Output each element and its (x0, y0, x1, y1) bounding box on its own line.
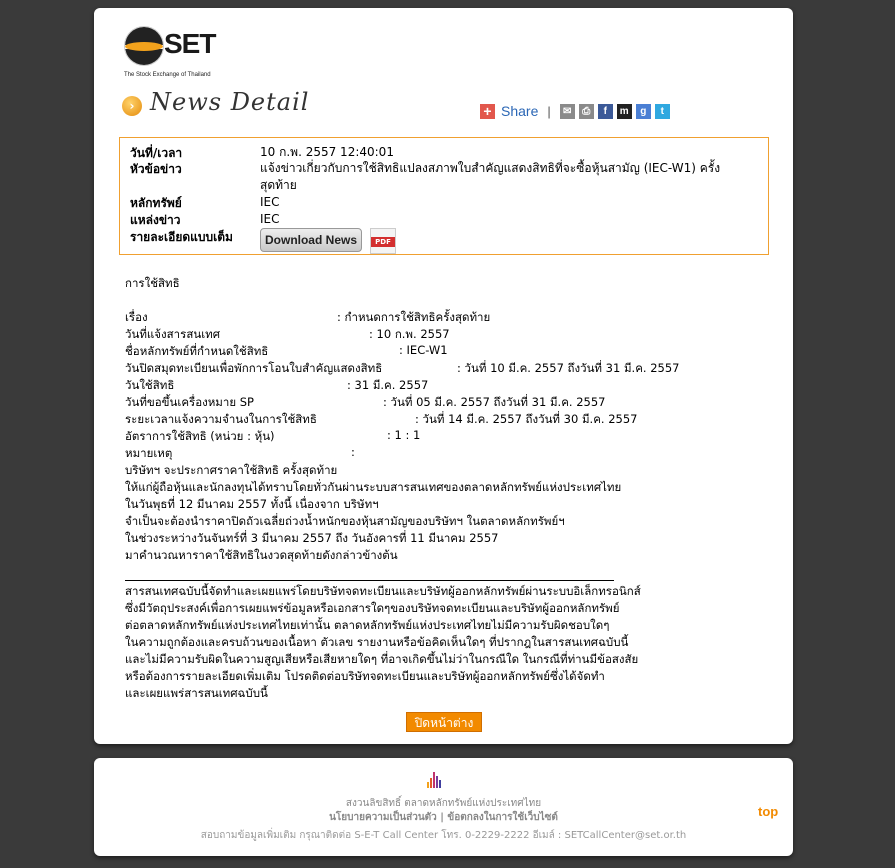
original-row (130, 228, 750, 252)
note-line: ในวันพุธที่ 12 มีนาคม 2557 ทั้งนี้ เนื่องจาก บริษัทฯ (125, 497, 379, 511)
note-line: ให้แก่ผู้ถือหุ้นและนักลงทุนได้ทราบโดยทั่วกันผ่านระบบสารสนเทศของตลาดหลักทรัพย์แห่งประเทศไทย (125, 480, 622, 494)
pdf-icon[interactable]: PDF (370, 228, 396, 254)
news-detail-card (94, 8, 793, 744)
email-icon[interactable]: ✉ (560, 104, 575, 119)
policy-links[interactable]: นโยบายความเป็นส่วนตัว | ข้อตกลงในการใช้เว็บไซต์ (329, 812, 558, 823)
headline-label: หัวข้อข่าว (130, 162, 182, 176)
share-link[interactable]: Share (501, 103, 539, 119)
datetime-label: วันที่/เวลา (130, 146, 183, 160)
detail-row: วันใช้สิทธิ : 31 มี.ค. 2557 (125, 378, 429, 392)
page-title: News Detail (150, 88, 310, 116)
note-line: มาคำนวณหาราคาใช้สิทธิในงวดสุดท้ายดังกล่าวข้างต้น (125, 548, 398, 562)
close-window-button[interactable]: ปิดหน้าต่าง (406, 712, 482, 732)
security-label: หลักทรัพย์ (130, 196, 182, 210)
detail-row: อัตราการใช้สิทธิ (หน่วย : หุ้น) : 1 : 1 (125, 428, 421, 443)
set-logo-mark-icon (124, 26, 164, 66)
original-label: รายละเอียดแบบเต็ม (130, 230, 233, 244)
logo-text: SET (164, 28, 216, 59)
share-separator: | (547, 103, 551, 119)
detail-row: ชื่อหลักทรัพย์ที่กำหนดใช้สิทธิ : IEC-W1 (125, 343, 448, 358)
note-line: จำเป็นจะต้องนำราคาปิดถัวเฉลี่ยถ่วงน้ำหนักของหุ้นสามัญของบริษัทฯ ในตลาดหลักทรัพย์ฯ (125, 514, 565, 528)
share-bar (480, 102, 674, 120)
datetime-value: 10 ก.พ. 2557 12:40:01 (260, 145, 394, 159)
twitter-icon[interactable]: t (655, 104, 670, 119)
security-value: IEC (260, 195, 280, 209)
news-info-box (119, 137, 769, 255)
facebook-icon[interactable]: f (598, 104, 613, 119)
headline-value: แจ้งข่าวเกี่ยวกับการใช้สิทธิแปลงสภาพใบสำคัญแสดงสิทธิที่จะซื้อหุ้นสามัญ (IEC-W1) ครั้งสุดท้าย (260, 161, 721, 192)
detail-row: หมายเหตุ : (125, 445, 355, 460)
copyright-text: สงวนลิขสิทธิ์ ตลาดหลักทรัพย์แห่งประเทศไทย (345, 798, 542, 809)
print-icon[interactable]: ⎙ (579, 104, 594, 119)
google-icon[interactable]: g (636, 104, 651, 119)
download-news-button[interactable]: Download News (260, 228, 362, 252)
body-heading: การใช้สิทธิ (125, 276, 180, 290)
disclaimer: สารสนเทศฉบับนี้จัดทำและเผยแพร่โดยบริษัทจดทะเบียนและบริษัทผู้ออกหลักทรัพย์ผ่านระบบอิเล็กทรอนิกส์ ซึ่งมีวัตถุประสงค์เพื่อการเผยแพร่ข้อมูลหรือเอกสารใดๆของบริษัทจดทะเบียนและบริษัทผู้ออกหลักทรัพย์ ต่อตลาดหลักทรัพย์แห่งประเทศไทยเท่านั้น ตลาดหลักทรัพย์แห่งประเทศไทยไม่มีความรับผิดชอบใดๆ ในความถูกต้องและครบถ้วนของเนื้อหา ตัวเลข รายงานหรือข้อคิดเห็นใดๆ ที่ปรากฎในสารสนเทศฉบับนี้ และไม่มีความรับผิดในความสูญเสียหรือเสียหายใดๆ ที่อาจเกิดขึ้นไม่ว่าในกรณีใด ในกรณีที่ท่านมีข้อสงสัย หรือต้องการรายละเอียดเพิ่มเติม โปรดติดต่อบริษัทจดทะเบียนและบริษัทผู้ออกหลักทรัพย์ซึ่งได้จัดทำ และเผยแพร่สารสนเทศฉบับนี้ (125, 584, 641, 700)
myspace-icon[interactable]: m (617, 104, 632, 119)
news-body (125, 275, 765, 564)
contact-text: สอบถามข้อมูลเพิ่มเติม กรุณาติดต่อ S-E-T Call Center โทร. 0-2229-2222 อีเมล์ : SETCallCenter@set.or.th (200, 830, 687, 841)
top-link[interactable]: top (758, 804, 779, 819)
footer (94, 758, 793, 856)
detail-row: วันที่แจ้งสารสนเทศ : 10 ก.พ. 2557 (125, 327, 450, 341)
note-line: ในช่วงระหว่างวันจันทร์ที่ 3 มีนาคม 2557 ถึง วันอังคารที่ 11 มีนาคม 2557 (125, 531, 499, 545)
arrow-circle-icon: › (122, 96, 142, 116)
source-label: แหล่งข่าว (130, 213, 181, 227)
headline-row (130, 160, 750, 194)
logo-subtitle: The Stock Exchange of Thailand (124, 72, 211, 78)
note-line: บริษัทฯ จะประกาศราคาใช้สิทธิ ครั้งสุดท้าย (125, 463, 338, 477)
divider (125, 580, 614, 581)
detail-row: วันที่ขอขึ้นเครื่องหมาย SP : วันที่ 05 มี.ค. 2557 ถึงวันที่ 31 มี.ค. 2557 (125, 395, 606, 409)
detail-row: วันปิดสมุดทะเบียนเพื่อพักการโอนใบสำคัญแสดงสิทธิ : วันที่ 10 มี.ค. 2557 ถึงวันที่ 31 มี.ค. 2557 (125, 361, 680, 375)
detail-row: เรื่อง : กำหนดการใช้สิทธิครั้งสุดท้าย (125, 310, 491, 324)
detail-row: ระยะเวลาแจ้งความจำนงในการใช้สิทธิ : วันที่ 14 มี.ค. 2557 ถึงวันที่ 30 มี.ค. 2557 (125, 412, 638, 426)
set-logo[interactable] (124, 26, 234, 82)
source-value: IEC (260, 212, 280, 226)
share-plus-icon[interactable]: + (480, 104, 495, 119)
set-footer-icon (427, 772, 441, 788)
